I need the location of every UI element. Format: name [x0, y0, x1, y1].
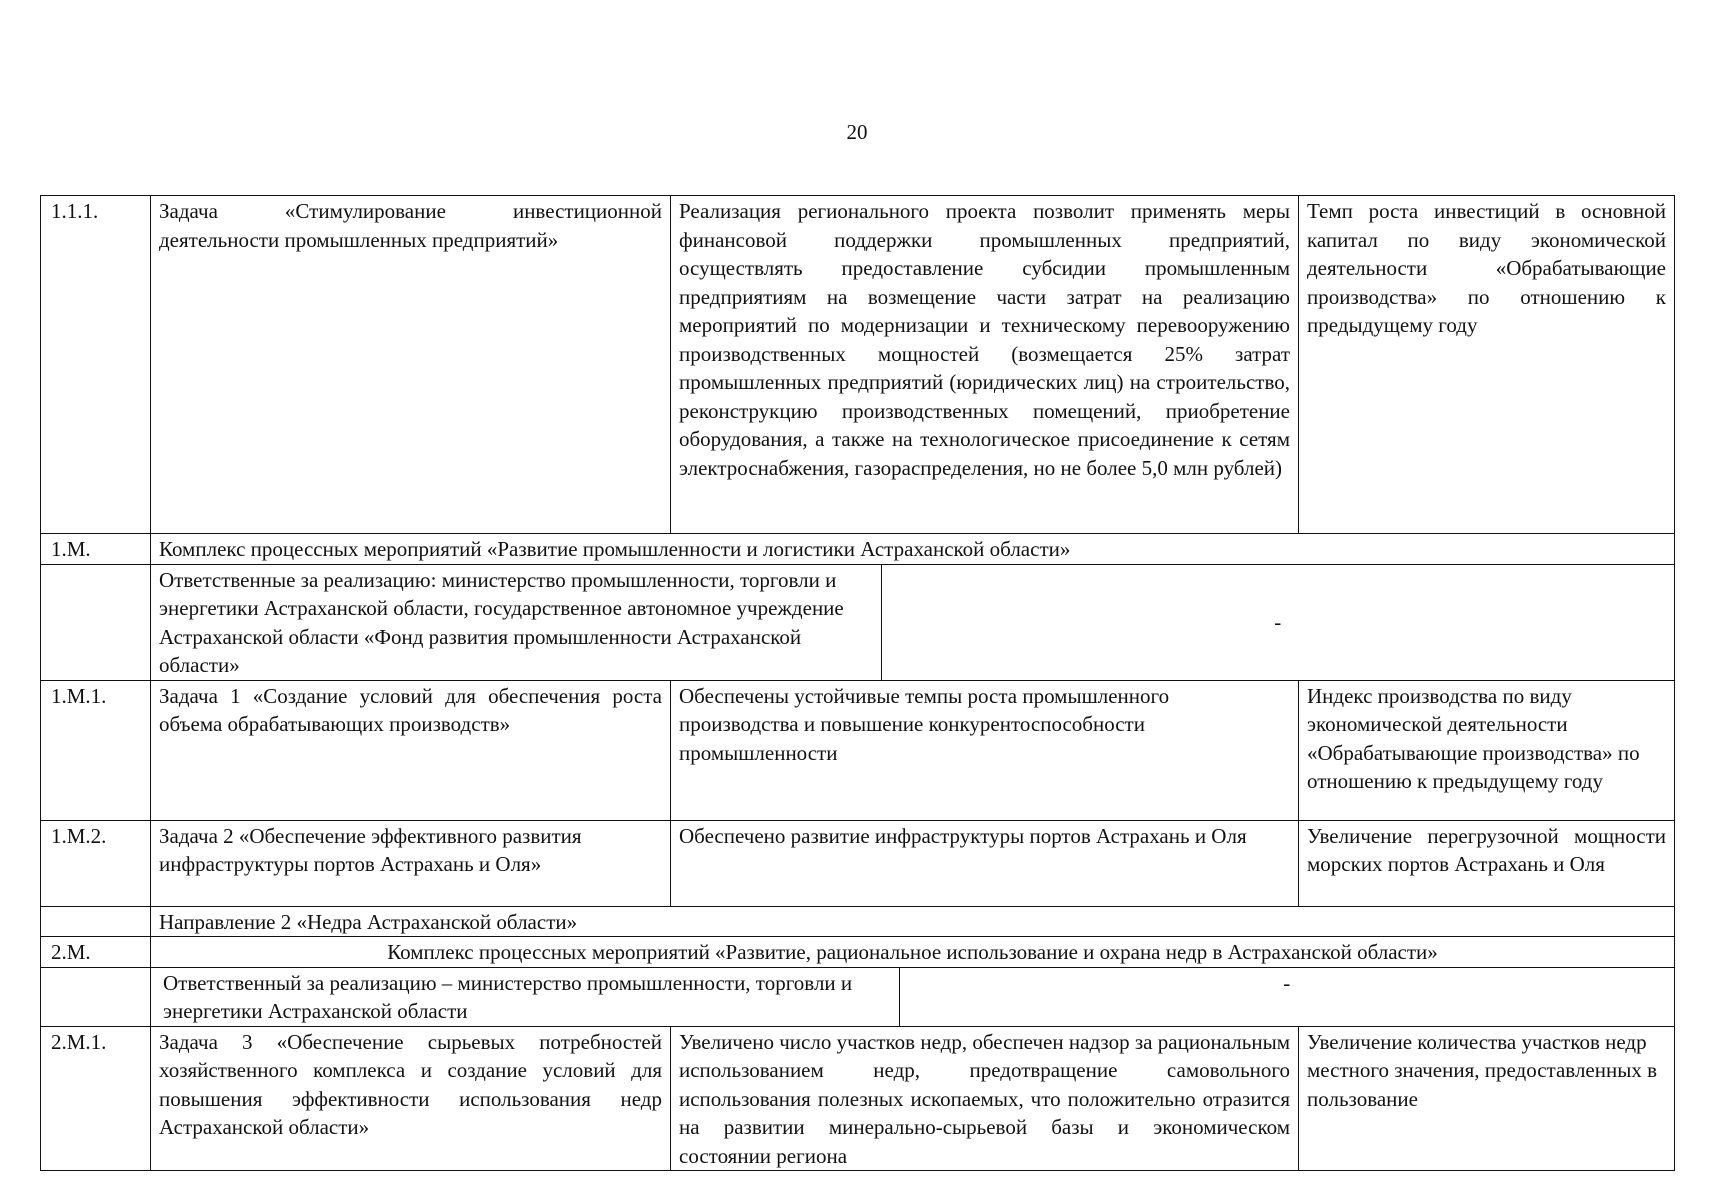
- table-row-2-m: [41, 937, 1675, 968]
- table-row-1-m: [41, 534, 1675, 565]
- responsible-split: [151, 968, 1674, 1026]
- row-number: 1.М.1.: [41, 680, 151, 820]
- row-number: [41, 906, 151, 937]
- program-structure-table: [40, 195, 1675, 1171]
- responsible-split: [151, 565, 1674, 680]
- table-row-1-m-responsible: [41, 564, 1675, 680]
- task-cell: Задача 3 «Обеспечение сырьевых потребностей хозяйственного комплекса и создание условий для повышения эффективности использования недр Астраханской области»: [151, 1026, 671, 1171]
- row-number: [41, 967, 151, 1026]
- indicator-cell: Темп роста инвестиций в основной капитал по виду экономической деятельности «Обрабатывающие производства» по отношению к предыдущему году: [1299, 196, 1675, 534]
- row-number: 1.1.1.: [41, 196, 151, 534]
- task-cell: Задача 1 «Создание условий для обеспечения роста объема обрабатывающих производств»: [151, 680, 671, 820]
- effect-cell: Обеспечены устойчивые темпы роста промышленного производства и повышение конкурентоспособности промышленности: [671, 680, 1299, 820]
- task-cell: Задача 2 «Обеспечение эффективного развития инфраструктуры портов Астрахань и Оля»: [151, 820, 671, 906]
- effect-cell: Реализация регионального проекта позволит применять меры финансовой поддержки промышленных предприятий, осуществлять предоставление субсидии промышленным предприятиям на возмещение части затрат на реализацию мероприятий по модернизации и техническому перевооружению производственных мощностей (возмещается 25% затрат промышленных предприятий (юридических лиц) на строительство, реконструкцию производственных помещений, приобретение оборудования, а также на технологическое присоединение к сетям электроснабжения, газораспределения, но не более 5,0 млн рублей): [671, 196, 1299, 534]
- table-row-1-m-1: [41, 680, 1675, 820]
- responsible-value: -: [881, 565, 1674, 680]
- complex-title-cell: Комплекс процессных мероприятий «Развитие промышленности и логистики Астраханской области»: [151, 534, 1675, 565]
- table-row-2-m-responsible: [41, 967, 1675, 1026]
- table-row-2-m-1: [41, 1026, 1675, 1171]
- indicator-cell: Увеличение перегрузочной мощности морских портов Астрахань и Оля: [1299, 820, 1675, 906]
- complex-title-cell: Комплекс процессных мероприятий «Развитие, рациональное использование и охрана недр в Астраханской области»: [151, 937, 1675, 968]
- table-row-direction-2: [41, 906, 1675, 937]
- effect-cell: Увеличено число участков недр, обеспечен надзор за рациональным использованием недр, предотвращение самовольного использования полезных ископаемых, что положительно отразится на развитии минерально-сырьевой базы и экономическом состоянии региона: [671, 1026, 1299, 1171]
- row-number: 2.М.: [41, 937, 151, 968]
- responsible-text: Ответственный за реализацию – министерство промышленности, торговли и энергетики Астраханской области: [163, 970, 853, 1023]
- indicator-cell: Индекс производства по виду экономической деятельности «Обрабатывающие производства» по отношению к предыдущему году: [1299, 680, 1675, 820]
- indicator-cell: Увеличение количества участков недр местного значения, предоставленных в пользование: [1299, 1026, 1675, 1171]
- effect-cell: Обеспечено развитие инфраструктуры портов Астрахань и Оля: [671, 820, 1299, 906]
- page-number: 20: [846, 120, 868, 144]
- row-number: 2.М.1.: [41, 1026, 151, 1171]
- row-number: 1.М.: [41, 534, 151, 565]
- direction-title-cell: Направление 2 «Недра Астраханской области»: [151, 906, 1675, 937]
- row-number: [41, 564, 151, 680]
- table-row-1-1-1: [41, 196, 1675, 534]
- table-row-1-m-2: [41, 820, 1675, 906]
- responsible-text: Ответственные за реализацию: министерство промышленности, торговли и энергетики Астраханской области, государственное автономное учреждение Астраханской области «Фонд развития промышленности Астраханской области»: [159, 567, 844, 677]
- task-cell: Задача «Стимулирование инвестиционной деятельности промышленных предприятий»: [151, 196, 671, 534]
- responsible-value: -: [899, 968, 1674, 1026]
- row-number: 1.М.2.: [41, 820, 151, 906]
